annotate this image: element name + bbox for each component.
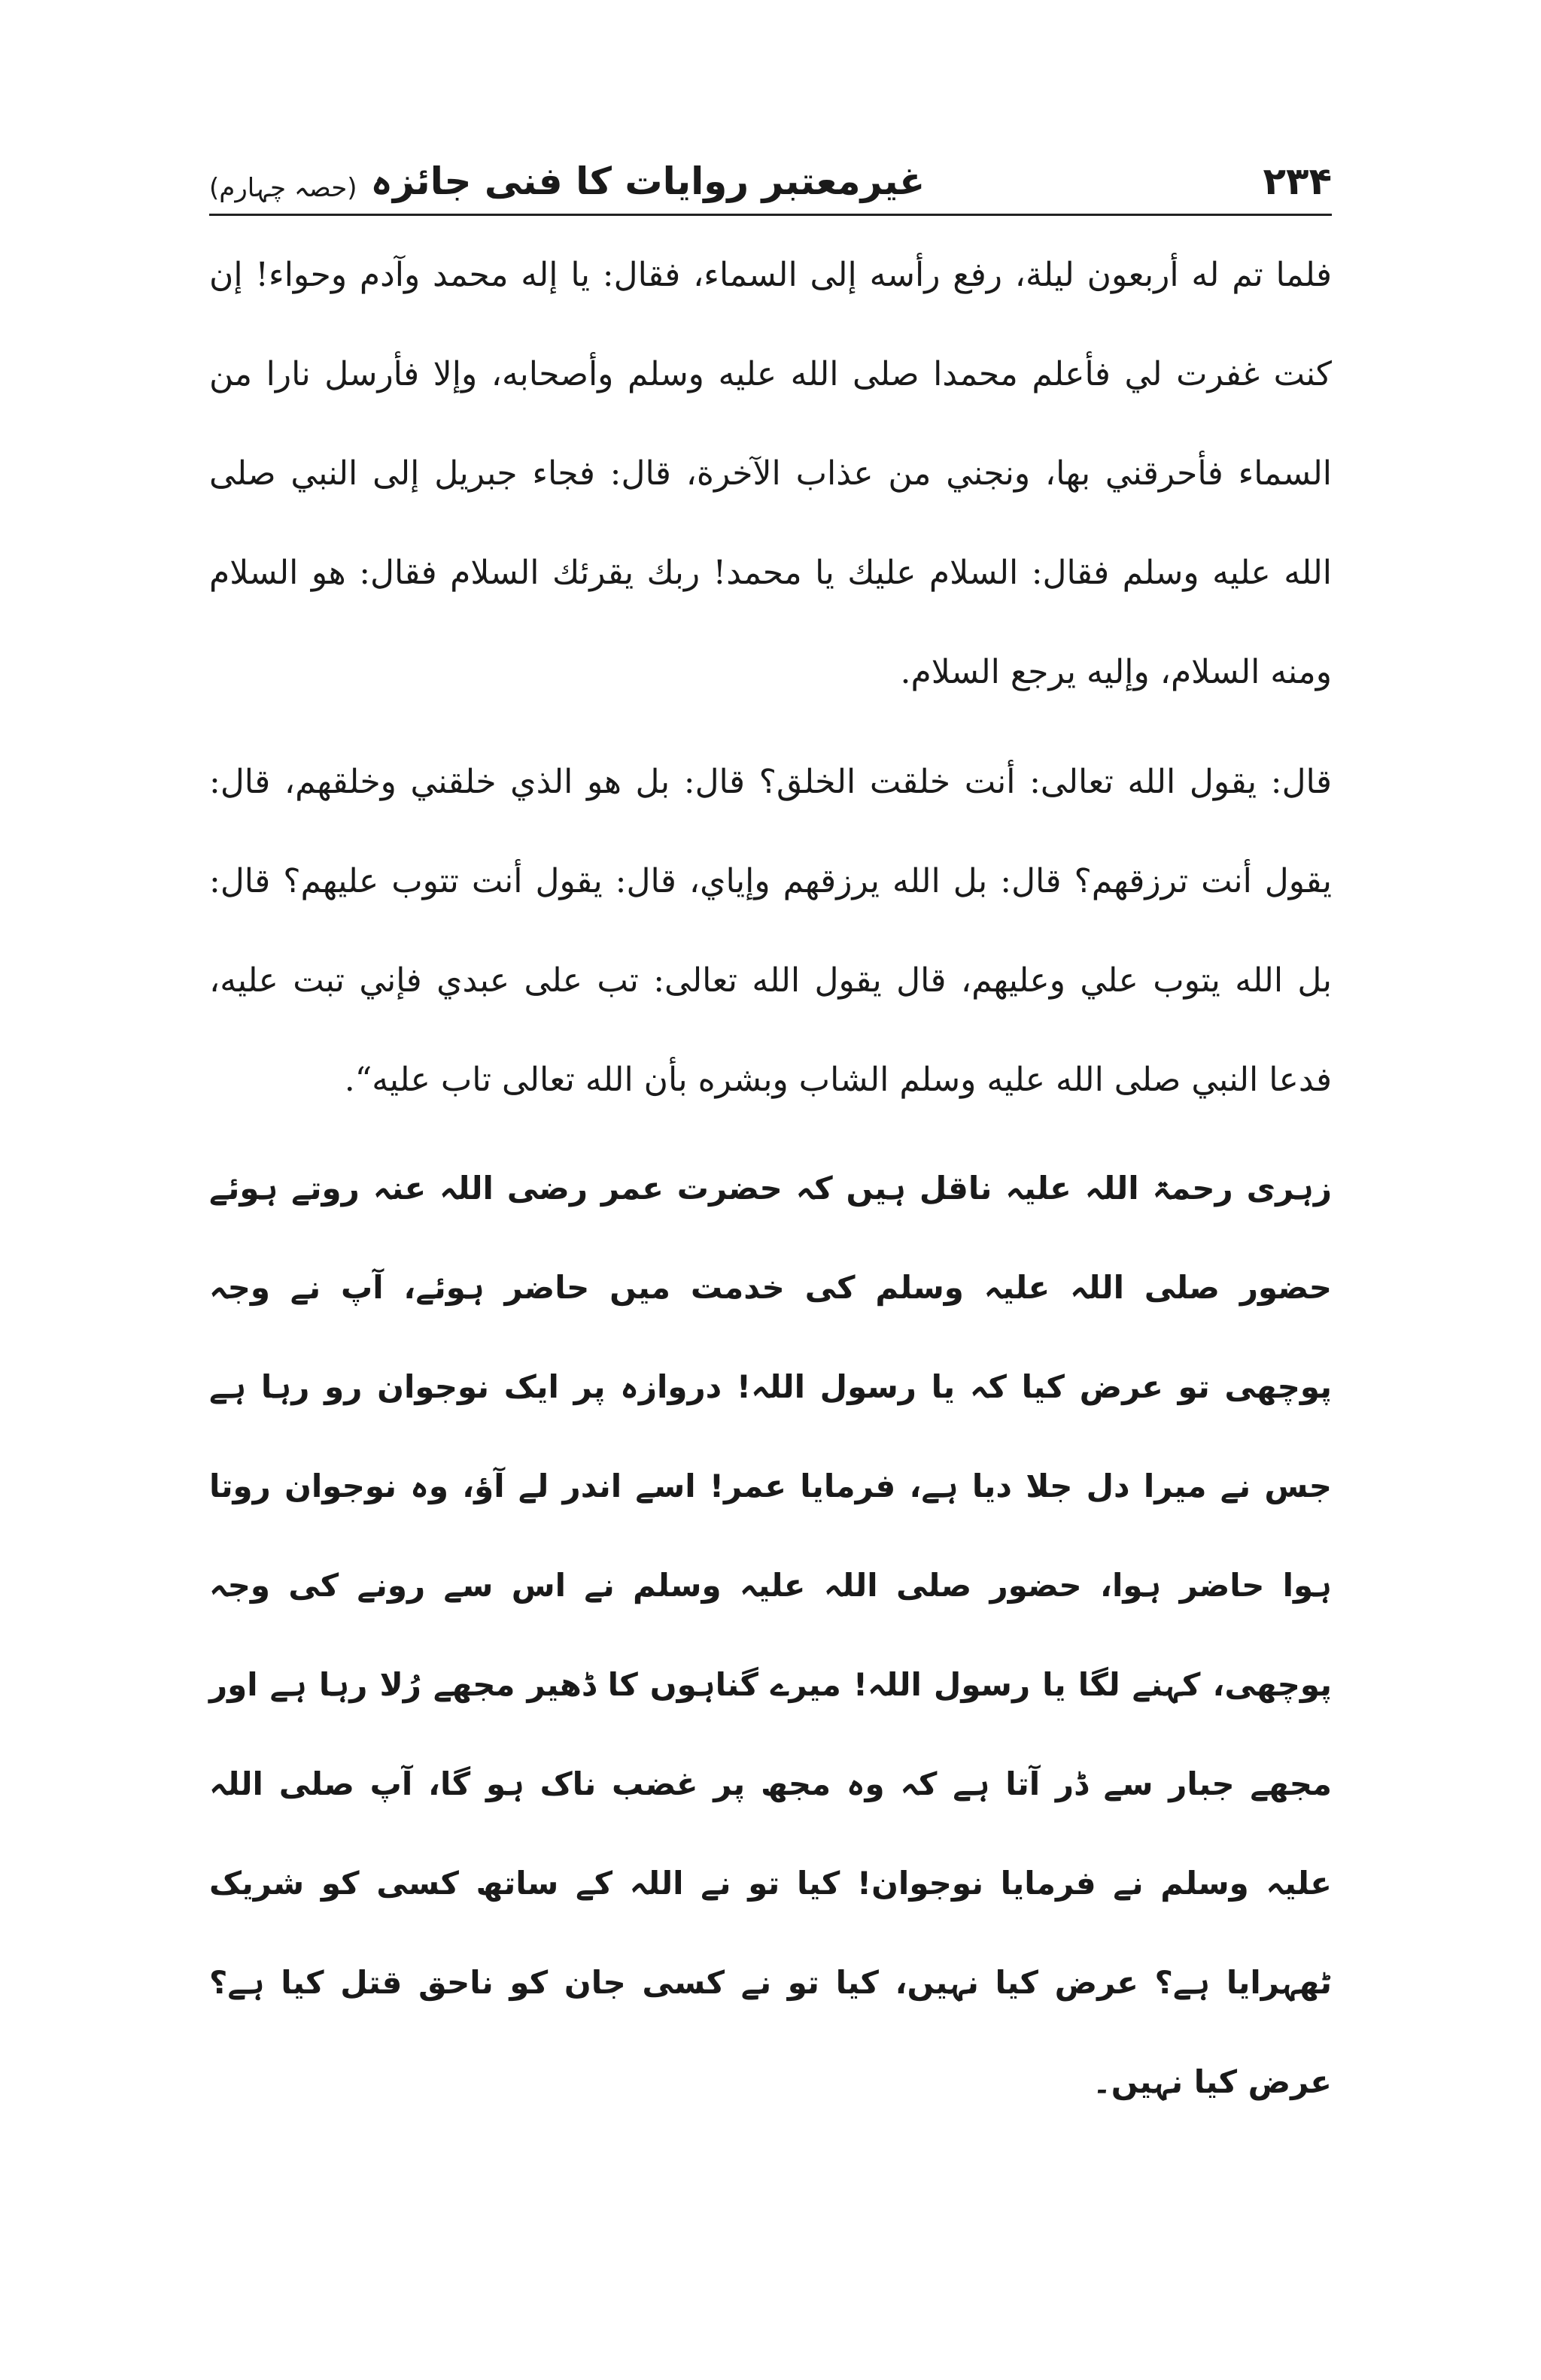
book-title: غیرمعتبر روایات کا فنی جائزہ: [370, 159, 926, 203]
page-number: ۲۳۴: [1263, 159, 1332, 203]
page-header: [209, 113, 1332, 216]
running-title: [209, 159, 925, 203]
arabic-paragraph-2: قال: يقول الله تعالى: أنت خلقت الخلق؟ قال: بل هو الذي خلقني وخلقهم، قال: يقول أنت ترزقهم؟ قال: بل الله يرزقهم وإياي، قال: يقول أنت تتوب عليهم؟ قال: بل الله يتوب علي وعليهم، قال يقول الله تعالى: تب على عبدي فإني تبت عليه، فدعا النبي صلى الله عليه وسلم الشاب وبشره بأن الله تعالى تاب عليه“.: [209, 763, 1332, 1099]
page-body: [209, 226, 1332, 2132]
book-part: (حصہ چہارم): [209, 173, 357, 203]
urdu-paragraph: زہری رحمۃ اللہ علیہ ناقل ہیں کہ حضرت عمر رضی اللہ عنہ روتے ہوئے حضور صلی اللہ علیہ وسلم کی خدمت میں حاضر ہوئے، آپ نے وجہ پوچھی تو عرض کیا کہ یا رسول اللہ! دروازہ پر ایک نوجوان رو رہا ہے جس نے میرا دل جلا دیا ہے، فرمایا عمر! اسے اندر لے آؤ، وہ نوجوان روتا ہوا حاضر ہوا، حضور صلی اللہ علیہ وسلم نے اس سے رونے کی وجہ پوچھی، کہنے لگا یا رسول اللہ! میرے گناہوں کا ڈھیر مجھے رُلا رہا ہے اور مجھے جبار سے ڈر آتا ہے کہ وہ مجھ پر غضب ناک ہو گا، آپ صلی اللہ علیہ وسلم نے فرمایا نوجوان! کیا تو نے اللہ کے ساتھ کسی کو شریک ٹھہرایا ہے؟ عرض کیا نہیں، کیا تو نے کسی جان کو ناحق قتل کیا ہے؟ عرض کیا نہیں۔: [209, 1170, 1332, 2100]
arabic-paragraph-1: فلما تم له أربعون ليلة، رفع رأسه إلى السماء، فقال: يا إله محمد وآدم وحواء! إن كنت غفرت لي فأعلم محمدا صلى الله عليه وسلم وأصحابه، وإلا فأرسل نارا من السماء فأحرقني بها، ونجني من عذاب الآخرة، قال: فجاء جبريل إلى النبي صلى الله عليه وسلم فقال: السلام عليك يا محمد! ربك يقرئك السلام فقال: هو السلام ومنه السلام، وإليه يرجع السلام.: [209, 256, 1332, 691]
